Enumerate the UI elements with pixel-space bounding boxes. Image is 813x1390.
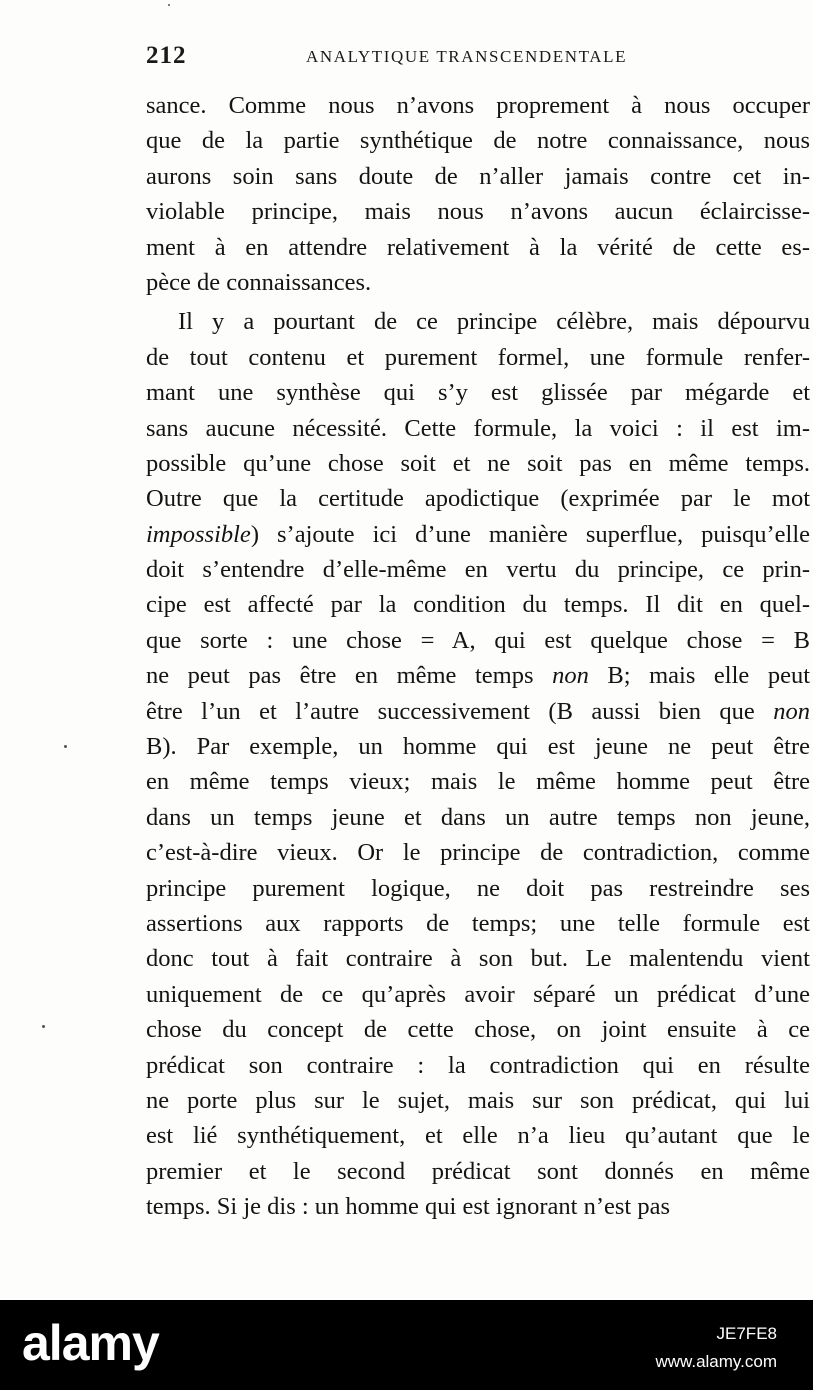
text-run: ne peut pas être en même temps [146,662,553,690]
text-line [146,1154,810,1189]
text-line [146,265,810,300]
scan-speck [42,1025,45,1028]
text-run: c’est-à-dire vieux. Or le principe de contradiction, comme [146,839,810,867]
text-line [146,340,810,375]
text-line [146,194,810,229]
text-line [146,552,810,587]
text-run: B). Par exemple, un homme qui est jeune ne peut être [146,733,810,761]
text-line [146,694,810,729]
page-header [146,42,810,74]
text-run: en même temps vieux; mais le même homme peut être [146,768,810,796]
text-run: que de la partie synthétique de notre connaissance, nous [146,127,810,155]
text-line [146,1083,810,1118]
text-run: possible qu’une chose soit et ne soit pas en même temps. [146,449,810,477]
alamy-logo: alamy [22,1315,159,1371]
text-line [146,411,810,446]
text-run: Outre que la certitude apodictique (exprimée par le mot [146,485,810,513]
scan-speck [168,4,170,6]
text-run: aurons soin sans doute de n’aller jamais contre cet in- [146,162,810,190]
text-run: doit s’entendre d’elle-même en vertu du principe, ce prin- [146,556,810,584]
text-run: sance. Comme nous n’avons proprement à nous occuper [146,92,810,119]
italic-term: non [773,697,810,725]
text-run: chose du concept de cette chose, on joint ensuite à ce [146,1016,810,1044]
text-run: uniquement de ce qu’après avoir séparé un prédicat d’une [146,980,810,1008]
text-run: Il y a pourtant de ce principe célèbre, mais dépourvu [178,308,810,336]
text-line [146,230,810,265]
text-run: B; mais elle peut [588,662,810,690]
text-run: est lié synthétiquement, et elle n’a lieu qu’autant que le [146,1122,810,1150]
text-line [146,481,810,516]
text-line [146,587,810,622]
text-line [146,906,810,941]
site-url: www.alamy.com [655,1352,777,1371]
scan-speck [64,745,67,748]
text-line [146,658,810,693]
body-text [146,88,810,1225]
text-line [146,764,810,799]
text-line [146,517,810,552]
text-line [146,1189,810,1224]
text-run: premier et le second prédicat sont donnés en même [146,1157,810,1185]
text-run: être l’un et l’autre successivement (B aussi bien que [146,697,774,725]
page-number: 212 [146,42,187,69]
text-line [146,375,810,410]
text-line [146,835,810,870]
italic-term: non [552,662,589,690]
text-line [146,123,810,158]
text-run: pèce de connaissances. [146,268,372,296]
text-line [146,729,810,764]
watermark-banner [0,1300,813,1390]
text-run: ) s’ajoute ici d’une manière superflue, puisqu’elle [250,520,810,548]
running-head: ANALYTIQUE TRANSCENDENTALE [306,47,628,66]
text-line [146,1012,810,1047]
italic-term: impossible [146,520,251,548]
text-run: mant une synthèse qui s’y est glissée par mégarde et [146,379,810,407]
text-line [146,871,810,906]
text-line [146,623,810,658]
text-run: principe purement logique, ne doit pas restreindre ses [146,874,810,902]
text-run: assertions aux rapports de temps; une telle formule est [146,909,810,937]
text-line [146,304,810,339]
text-line [146,159,810,194]
text-line [146,1118,810,1153]
text-run: ne porte plus sur le sujet, mais sur son prédicat, qui lui [146,1086,810,1114]
text-run: temps. Si je dis : un homme qui est ignorant n’est pas [146,1193,670,1221]
text-line [146,977,810,1012]
text-run: violable principe, mais nous n’avons aucun éclaircisse- [146,198,810,226]
text-run: donc tout à fait contraire à son but. Le malentendu vient [146,945,810,973]
text-run: que sorte : une chose = A, qui est quelque chose = B [146,626,810,654]
text-line [146,941,810,976]
text-run: ment à en attendre relativement à la vérité de cette es- [146,233,810,261]
text-run: sans aucune nécessité. Cette formule, la voici : il est im- [146,414,810,442]
text-line [146,800,810,835]
image-id: JE7FE8 [716,1324,777,1343]
text-run: cipe est affecté par la condition du temps. Il dit en quel- [146,591,810,619]
text-run: de tout contenu et purement formel, une formule renfer- [146,343,810,371]
text-line [146,1048,810,1083]
text-run: dans un temps jeune et dans un autre temps non jeune, [146,803,810,831]
text-line [146,446,810,481]
text-line [146,88,810,123]
text-run: prédicat son contraire : la contradiction qui en résulte [146,1051,810,1079]
